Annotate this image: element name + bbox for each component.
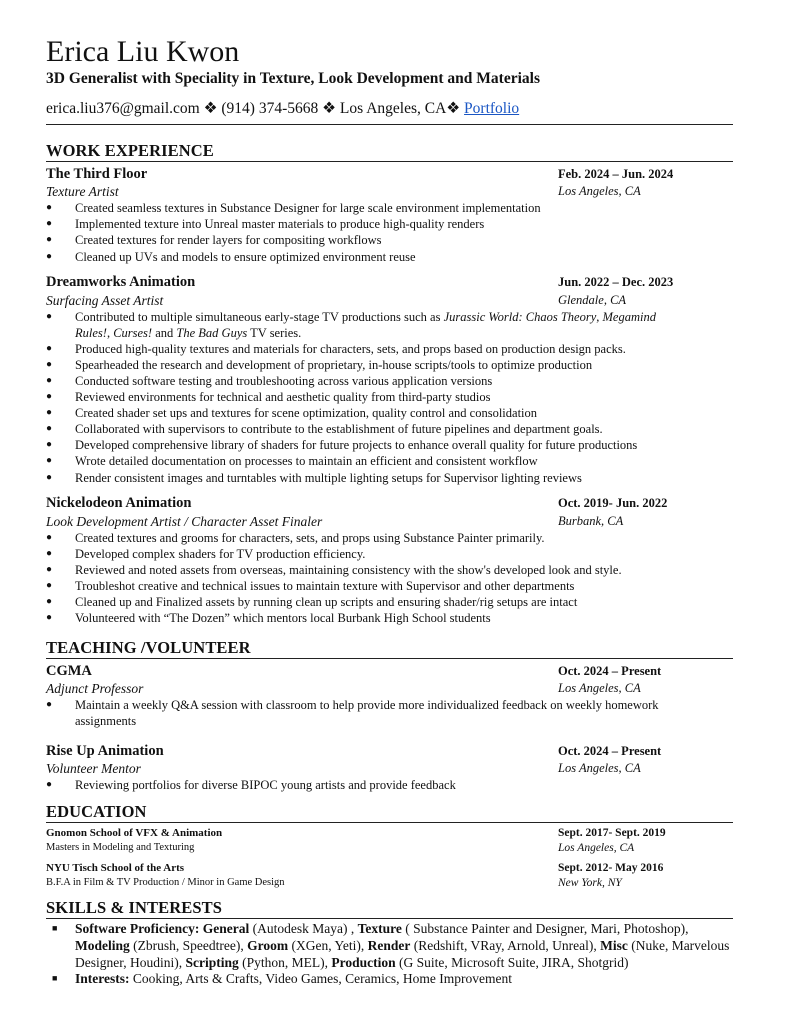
job-title: Adjunct Professor (46, 681, 144, 696)
section-divider (46, 658, 733, 659)
employment-dates: Feb. 2024 – Jun. 2024 (558, 167, 674, 181)
employer-name: Rise Up Animation (46, 743, 164, 759)
employment-dates: Oct. 2019- Jun. 2022 (558, 496, 668, 510)
resume-page: Erica Liu Kwon 3D Generalist with Speciality in Texture, Look Development and Materials erica.liu376@gmail.com ❖ (914) 374-5668 ❖ Los Angeles, CA❖ Portfolio WORK EXPERIENCE The Third Floor Feb. 2024 – Jun. 2024 Texture Artist Los Angeles, CA ● Created seamless textures in Substance Designer for large scale environment implementation ● Implemented texture into Unreal master materials to produce high-quality renders ● Created textures for render layers for compositing workflows ● Cleaned up UVs and models to ensure optimized environment reuse Dreamworks Animation Jun. 2022 – Dec. 2023 Surfacing Asset Artist Glendale, CA ● Contributed to multiple simultaneous early-stage TV productions such as Jurassic World: Chaos Theory, Megamind Rules!, Curses! and The Bad Guys TV series. ● Produced high-quality textures and materials for characters, sets, and props based on production design packs. ● Spearheaded the research and development of proprietary, in-house scripts/tools to optimize production ● Conducted software testing and troubleshooting across various application versions ● Reviewed environments for technical and aesthetic quality from third-party studios ● Created shader set ups and textures for scene optimization, quality control and consolidation ● Collaborated with supervisors to contribute to the establishment of future pipelines and department goals. ● Developed comprehensive library of shaders for future projects to enhance overall quality for future productions ● Wrote detailed documentation on processes to maintain an efficient and consistent workflow ● Render consistent images and turntables with multiple lighting setups for Supervisor lighting reviews Nickelodeon Animation Oct. 2019- Jun. 2022 Look Development Artist / Character Asset Finaler Burbank, CA ● Created textures and grooms for characters, sets, and props using Substance Painter primarily. ● Developed complex shaders for TV production efficiency. ● Reviewed and noted assets from overseas, maintaining consistency with the show's developed look and style. ● Troubleshot creative and technical issues to maintain texture with Supervisor and other departments ● Cleaned up and Finalized assets by running clean up scripts and ensuring shader/rig setups are intact ● Volunteered with “The Dozen” which mentors local Burbank High School students TEACHING /VOLUNTEER CGMA Oct. 2024 – Present Adjunct Professor Los Angeles, CA ● Maintain a weekly Q&A session with classroom to help provide more individualized feedback on weekly homework assignments Rise Up Animation Oct. 2024 – Present Volunteer Mentor Los Angeles, CA ● Reviewing portfolios for diverse BIPOC young artists and provide feedback EDUCATION Gnomon School of VFX & Animation Sept. 2017- Sept. 2019 Masters in Modeling and Texturing Los Angeles, CA NYU Tisch School of the Arts Sept. 2012- May 2016 B.F.A in Film & TV Production / Minor in Game Design New York, NY SKILLS & INTERESTS ■ Software Proficiency: General (Autodesk Maya) , Texture ( Substance Painter and Designer, Mari, Photoshop), Modeling (Zbrush, Speedtree), Groom (XGen, Yeti), Render (Redshift, VRay, Arnold, Unreal), Misc (Nuke, Marvelous Designer, Houdini), Scripting (Python, MEL), Production (G Suite, Microsoft Suite, JIRA, Shotgrid) ■ Interests: Cooking, Arts & Crafts, Video Games, Ceramics, Home Improvement (0, 0, 791, 1024)
bullet-icon: ● (46, 202, 53, 213)
job-title: Volunteer Mentor (46, 761, 141, 776)
school-name: Gnomon School of VFX & Animation (46, 827, 223, 839)
bullet-icon: ● (46, 407, 53, 418)
separator: ❖ (446, 100, 461, 117)
employment-dates: Oct. 2024 – Present (558, 664, 662, 678)
bullet-icon: ● (46, 251, 53, 262)
job-location: Glendale, CA (558, 293, 627, 307)
square-bullet-icon: ■ (52, 973, 58, 983)
degree: Masters in Modeling and Texturing (46, 842, 195, 853)
employer-name: The Third Floor (46, 166, 148, 182)
school-name: NYU Tisch School of the Arts (46, 862, 185, 874)
contact-line (46, 99, 519, 119)
school-location: New York, NY (558, 877, 622, 889)
section-divider (46, 161, 733, 162)
email: erica.liu376@gmail.com (46, 100, 200, 117)
job-title: Surfacing Asset Artist (46, 293, 164, 308)
job-location: Los Angeles, CA (558, 184, 641, 198)
education-dates: Sept. 2017- Sept. 2019 (558, 827, 666, 839)
employment-dates: Oct. 2024 – Present (558, 744, 662, 758)
degree: B.F.A in Film & TV Production / Minor in Game Design (46, 877, 285, 888)
bullet-icon: ● (46, 548, 53, 559)
location: Los Angeles, CA (339, 100, 447, 117)
employment-dates: Jun. 2022 – Dec. 2023 (558, 275, 674, 289)
bullet-icon: ● (46, 699, 53, 710)
job-location: Los Angeles, CA (558, 761, 641, 775)
separator: ❖ (203, 100, 218, 117)
bullet-icon: ● (46, 234, 53, 245)
school-location: Los Angeles, CA (558, 842, 635, 854)
employer-name: Nickelodeon Animation (46, 495, 192, 511)
bullet-icon: ● (46, 423, 53, 434)
candidate-headline: 3D Generalist with Speciality in Texture, Look Development and Materials (46, 70, 540, 87)
section-heading-work: WORK EXPERIENCE (46, 141, 214, 160)
section-heading-skills: SKILLS & INTERESTS (46, 898, 223, 917)
job-location: Burbank, CA (558, 514, 624, 528)
candidate-name: Erica Liu Kwon (46, 35, 240, 68)
bullet-icon: ● (46, 311, 53, 322)
square-bullet-icon: ■ (52, 923, 58, 933)
bullet-icon: ● (46, 532, 53, 543)
bullet-icon: ● (46, 391, 53, 402)
header-divider (46, 124, 733, 125)
bullet-icon: ● (46, 779, 53, 790)
job-location: Los Angeles, CA (558, 681, 641, 695)
bullet-icon: ● (46, 359, 53, 370)
bullet-icon: ● (46, 439, 53, 450)
bullet-icon: ● (46, 596, 53, 607)
education-dates: Sept. 2012- May 2016 (558, 862, 664, 874)
job-title: Look Development Artist / Character Asset Finaler (46, 514, 323, 529)
bullet-icon: ● (46, 564, 53, 575)
bullet-icon: ● (46, 455, 53, 466)
employer-name: CGMA (46, 663, 92, 679)
bullet-icon: ● (46, 218, 53, 229)
job-title: Texture Artist (46, 184, 119, 199)
bullet-icon: ● (46, 375, 53, 386)
section-divider (46, 918, 733, 919)
phone: (914) 374-5668 (221, 100, 319, 117)
bullet-icon: ● (46, 343, 53, 354)
section-heading-teaching: TEACHING /VOLUNTEER (46, 638, 251, 657)
bullet-icon: ● (46, 472, 53, 483)
employer-name: Dreamworks Animation (46, 274, 196, 290)
separator: ❖ (322, 100, 337, 117)
portfolio-link[interactable]: Portfolio (464, 100, 520, 117)
section-heading-education: EDUCATION (46, 802, 147, 821)
section-divider (46, 822, 733, 823)
bullet-icon: ● (46, 612, 53, 623)
bullet-icon: ● (46, 580, 53, 591)
